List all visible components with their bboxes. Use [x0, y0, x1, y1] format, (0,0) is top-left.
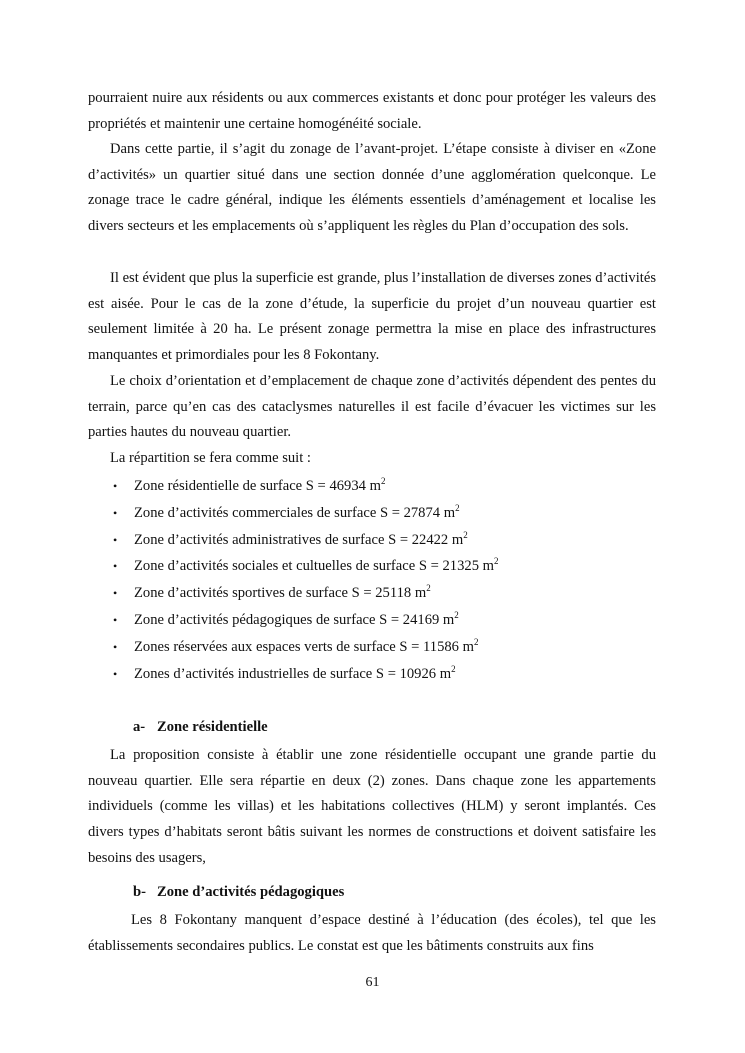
bullet-icon: • — [113, 479, 118, 493]
list-item: • Zone d’activités sociales et cultuelles de surface S = 21325 $m^2$ — [113, 553, 499, 580]
bullet-icon: • — [113, 612, 118, 627]
section-heading-pedagogiques: b- Zone d’activités pédagogiques — [133, 884, 345, 900]
bullet-icon: • — [113, 559, 118, 574]
list-item: • Zone résidentielle de surface S = 46934 $m^2$ — [113, 473, 499, 500]
zone-list — [113, 473, 499, 687]
paragraph-orientation: Le choix d’orientation et d’emplacement de chaque zone d’activités dépendent des pentes du terrain, parce qu’en cas des cataclysmes naturelles il est facile d’évacuer les victimes sur les parties hautes du nouveau quartier. — [88, 373, 656, 441]
bullet-icon: • — [113, 666, 118, 681]
bullet-icon: • — [113, 639, 118, 654]
paragraph-repartition-intro: La répartition se fera comme suit : — [110, 450, 311, 466]
list-item: • Zone d’activités sportives de surface S = 25118 $m^2$ — [113, 580, 499, 607]
bullet-icon: • — [113, 586, 118, 601]
list-item: • Zone d’activités pédagogiques de surface S = 24169 $m^2$ — [113, 607, 499, 634]
list-item: • Zone d’activités administratives de surface S = 22422 $m^2$ — [113, 527, 499, 554]
paragraph-residentielle: La proposition consiste à établir une zone résidentielle occupant une grande partie du nouveau quartier. Elle sera répartie en deux (2) zones. Dans chaque zone les appartements individuels (comme les villas) et les habitations collectives (HLM) y seront implantés. Ces divers types d’habitats seront bâtis suivant les normes de constructions et doivent satisfaire les besoins des usagers, — [88, 747, 656, 866]
paragraph-superficie: Il est évident que plus la superficie est grande, plus l’installation de diverses zones d’activités est aisée. Pour le cas de la zone d’étude, la superficie du projet d’un nouveau quartier est seulement limitée à 20 ha. Le présent zonage permettra la mise en place des infrastructures manquantes et primordiales pour les 8 Fokontany. — [88, 270, 656, 364]
list-item: • Zone d’activités commerciales de surface S = 27874 $m^2$ — [113, 500, 499, 527]
paragraph-pedagogiques: Les 8 Fokontany manquent d’espace destiné à l’éducation (des écoles), tel que les établissements secondaires publics. Le constat est que les bâtiments construits aux fins — [88, 912, 656, 954]
paragraph-intro-continuation: pourraient nuire aux résidents ou aux commerces existants et donc pour protéger les valeurs des propriétés et maintenir une certaine homogénéité sociale. — [88, 90, 656, 132]
page-number: 61 — [365, 975, 380, 990]
paragraph-zonage-definition: Dans cette partie, il s’agit du zonage de l’avant-projet. L’étape consiste à diviser en «Zone d’activités» un quartier situé dans une section donnée d’une agglomération quelconque. Le zonage trace le cadre général, indique les éléments essentiels d’aménagement et localise les divers secteurs et les emplacements où s’appliquent les règles du Plan d’occupation des sols. — [88, 141, 656, 235]
bullet-icon: • — [113, 532, 118, 547]
list-item: • Zones d’activités industrielles de surface S = 10926 $m^2$ — [113, 661, 499, 688]
section-heading-residentielle: a- Zone résidentielle — [133, 719, 268, 735]
list-item: • Zones réservées aux espaces verts de surface S = 11586 $m^2$ — [113, 634, 499, 661]
bullet-icon: • — [113, 505, 118, 520]
